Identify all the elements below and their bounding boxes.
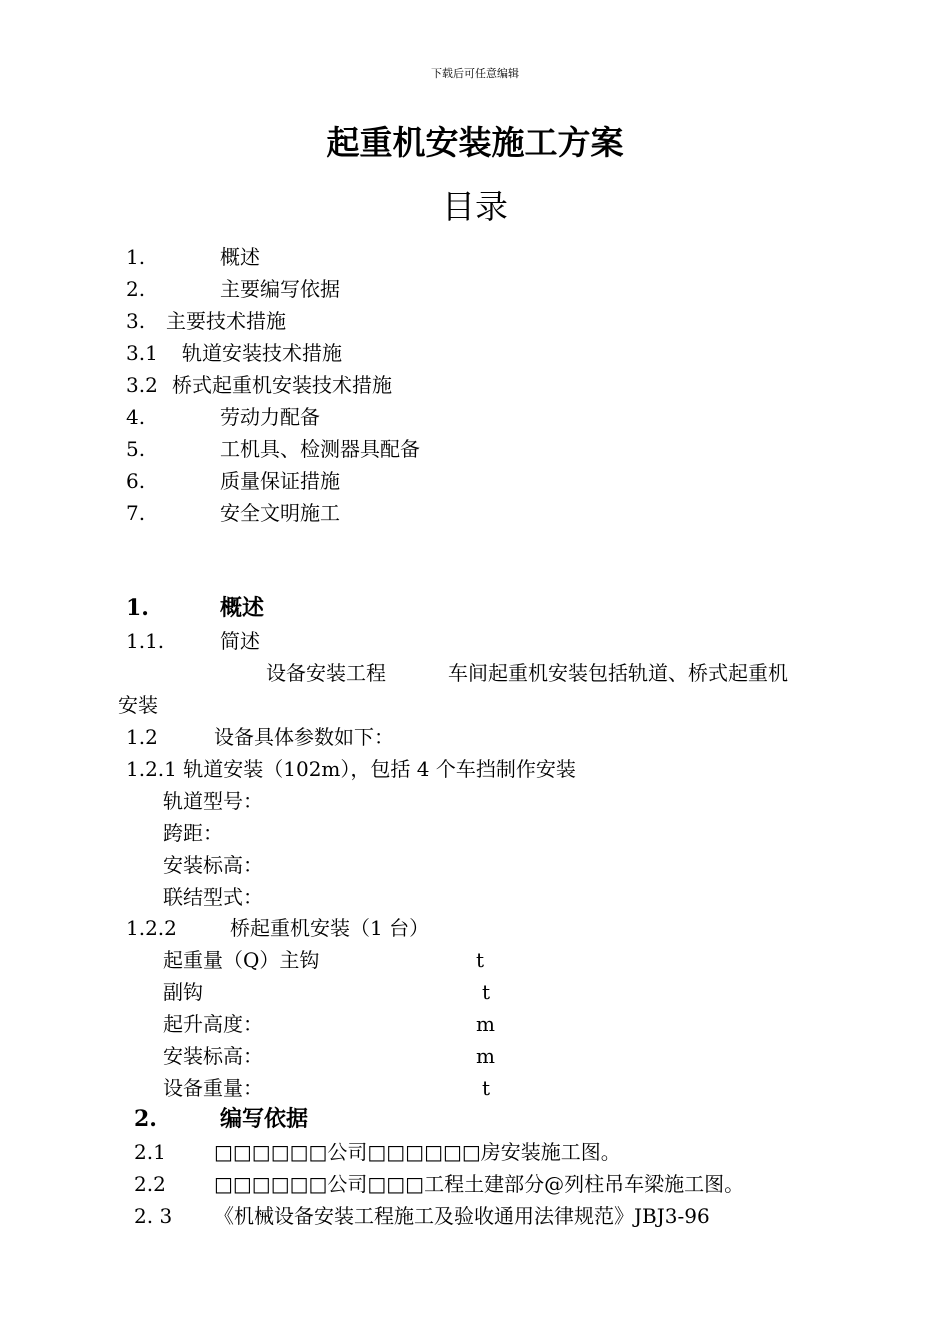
document-title: 起重机安装施工方案 (326, 123, 624, 162)
basis-item-number: 2. 3 (134, 1204, 173, 1228)
rail-field-label: 跨距： (163, 821, 223, 845)
subsection-1-2-1-heading: 1.2.1 轨道安装（102m），包括 4 个车挡制作安装 (126, 757, 576, 781)
toc-item-number: 6. (126, 469, 146, 493)
toc-item-label: 主要技术措施 (166, 309, 286, 333)
toc-item-number: 3.1 (126, 341, 158, 365)
crane-param-unit: t (482, 1076, 491, 1100)
subsection-1-1-number: 1.1. (126, 629, 165, 653)
crane-param-label: 副钩 (163, 980, 203, 1004)
toc-item-label: 概述 (220, 245, 260, 269)
rail-field-label: 联结型式： (163, 885, 263, 909)
toc-item-number: 3.2 (126, 373, 158, 397)
crane-param-unit: t (476, 948, 485, 972)
crane-param-label: 设备重量： (163, 1076, 263, 1100)
section-1-heading: 概述 (220, 595, 265, 621)
subsection-1-2-heading: 设备具体参数如下： (214, 725, 394, 749)
overview-paragraph-part-b: 车间起重机安装包括轨道、桥式起重机 (448, 661, 788, 685)
header-note: 下载后可任意编辑 (431, 67, 519, 80)
subsection-1-2-2-heading: 桥起重机安装（1 台） (230, 916, 430, 940)
crane-param-label: 起升高度： (163, 1012, 263, 1036)
section-2-number: 2. (134, 1106, 157, 1132)
subsection-1-2-2-number: 1.2.2 (126, 916, 177, 940)
toc-item-label: 轨道安装技术措施 (182, 341, 342, 365)
overview-paragraph-line-2: 安装 (118, 693, 158, 717)
basis-item-text: □□□□□□公司□□□工程土建部分@列柱吊车梁施工图。 (214, 1172, 745, 1196)
subsection-1-1-heading: 简述 (220, 629, 260, 653)
toc-item-label: 质量保证措施 (220, 469, 340, 493)
rail-field-label: 轨道型号： (163, 789, 263, 813)
toc-item-number: 4. (126, 405, 146, 429)
toc-item-number: 3. (126, 309, 146, 333)
crane-param-label: 起重量（Q）主钩 (163, 948, 320, 972)
toc-item-label: 工机具、检测器具配备 (220, 437, 420, 461)
toc-heading: 目录 (442, 187, 508, 226)
basis-item-text: □□□□□□公司□□□□□□房安装施工图。 (214, 1140, 621, 1164)
rail-field-label: 安装标高： (163, 853, 263, 877)
section-1-number: 1. (126, 595, 149, 621)
toc-item-label: 安全文明施工 (220, 501, 340, 525)
toc-item-number: 1. (126, 245, 146, 269)
overview-paragraph-part-a: 设备安装工程 (266, 661, 386, 685)
subsection-1-2-number: 1.2 (126, 725, 158, 749)
toc-item-number: 5. (126, 437, 146, 461)
toc-item-number: 2. (126, 277, 146, 301)
crane-param-unit: t (482, 980, 491, 1004)
crane-param-unit: m (476, 1012, 495, 1036)
crane-param-unit: m (476, 1044, 495, 1068)
crane-param-label: 安装标高： (163, 1044, 263, 1068)
toc-item-label: 劳动力配备 (220, 405, 320, 429)
section-2-heading: 编写依据 (220, 1106, 309, 1132)
basis-item-number: 2.1 (134, 1140, 166, 1164)
basis-item-text: 《机械设备安装工程施工及验收通用法律规范》JBJ3-96 (214, 1204, 710, 1228)
toc-item-label: 桥式起重机安装技术措施 (172, 373, 392, 397)
basis-item-number: 2.2 (134, 1172, 166, 1196)
toc-item-label: 主要编写依据 (220, 277, 340, 301)
toc-item-number: 7. (126, 501, 146, 525)
